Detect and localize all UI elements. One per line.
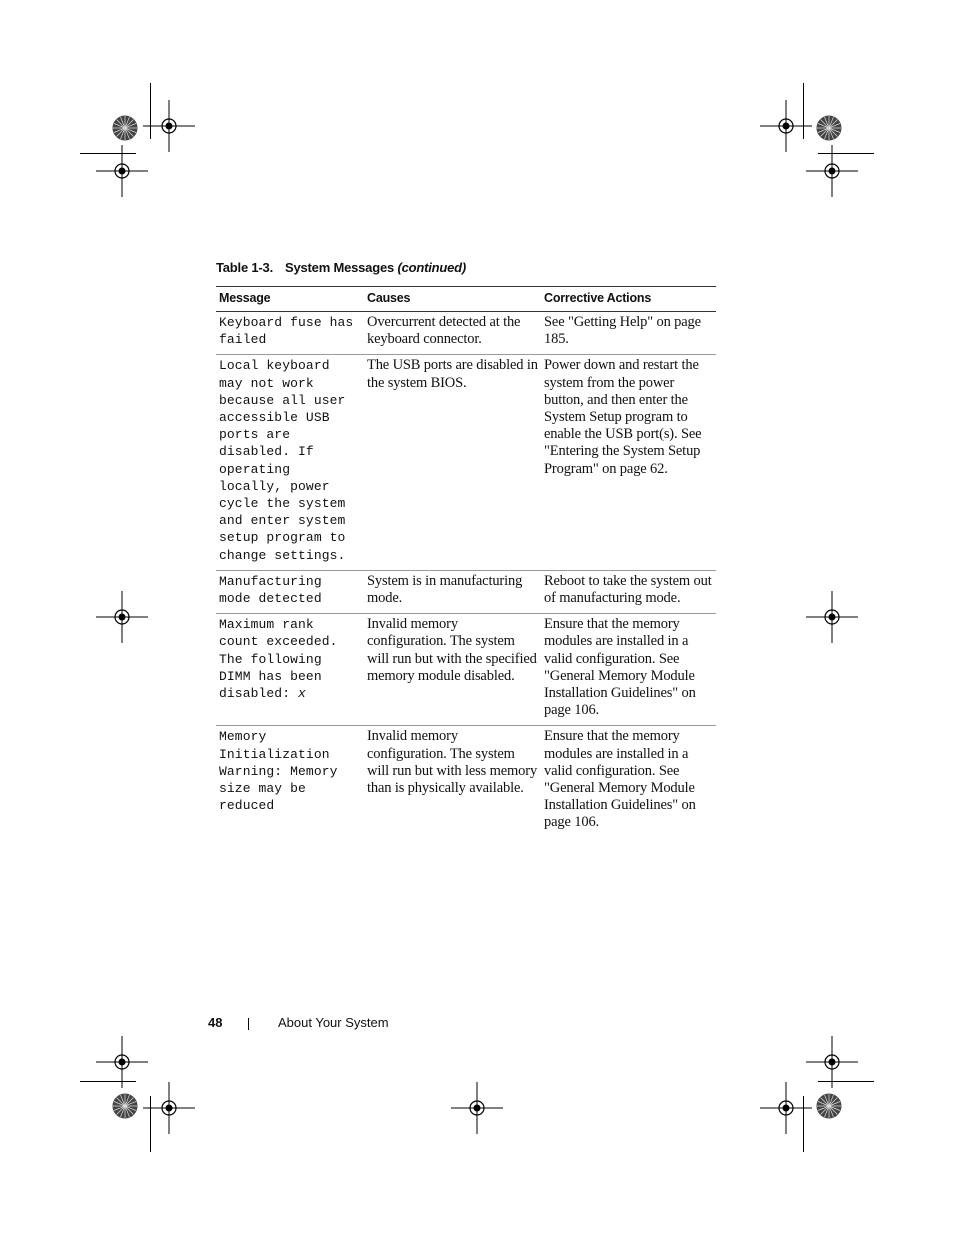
table-row [216, 355, 716, 570]
table-title: System Messages [285, 260, 395, 275]
message-cell: Manufacturing mode detected [216, 570, 364, 613]
table-row [216, 570, 716, 613]
table-continued-label: (continued) [397, 260, 467, 275]
action-cell: Power down and restart the system from the power button, and then enter the System Setup program to enable the USB port(s). See "Entering the System Setup Program" on page 62. [541, 355, 716, 570]
header-corrective-actions: Corrective Actions [541, 287, 716, 312]
message-cell: Keyboard fuse has failed [216, 312, 364, 355]
table-row [216, 726, 716, 838]
message-variable: x [298, 686, 306, 702]
action-cell: Ensure that the memory modules are installed in a valid configuration. See "General Memory Module Installation Guidelines" on page 106. [541, 614, 716, 726]
message-cell: Memory Initialization Warning: Memory size may be reduced [219, 729, 338, 814]
cause-cell: Invalid memory configuration. The system will run but with less memory than is physically available. [367, 728, 538, 797]
footer-divider [248, 1018, 249, 1030]
cause-cell: The USB ports are disabled in the system BIOS. [364, 355, 541, 570]
action-cell: See "Getting Help" on page 185. [541, 312, 716, 355]
action-cell: Reboot to take the system out of manufacturing mode. [541, 570, 716, 613]
action-cell: Ensure that the memory modules are installed in a valid configuration. See "General Memory Module Installation Guidelines" on page 106. [544, 728, 696, 831]
message-cell: Local keyboard may not work because all user accessible USB ports are disabled. If operating locally, power cycle the system and enter system setup program to change settings. [216, 355, 364, 570]
header-message: Message [216, 287, 364, 312]
table-number: Table 1-3. [216, 260, 274, 275]
cause-cell: Overcurrent detected at the keyboard connector. [364, 312, 541, 355]
header-causes: Causes [364, 287, 541, 312]
system-messages-table [216, 286, 716, 838]
table-row [216, 312, 716, 355]
message-cell [216, 614, 364, 726]
message-text: Maximum rank count exceeded. The following DIMM has been disabled: [219, 617, 338, 702]
cause-cell: Invalid memory configuration. The system will run but with the specified memory module disabled. [364, 614, 541, 726]
cause-cell: System is in manufacturing mode. [364, 570, 541, 613]
table-header-row [216, 287, 716, 312]
table-row [216, 614, 716, 726]
table-caption [216, 260, 466, 275]
footer-section-title: About Your System [278, 1015, 389, 1030]
page-number: 48 [208, 1015, 223, 1030]
